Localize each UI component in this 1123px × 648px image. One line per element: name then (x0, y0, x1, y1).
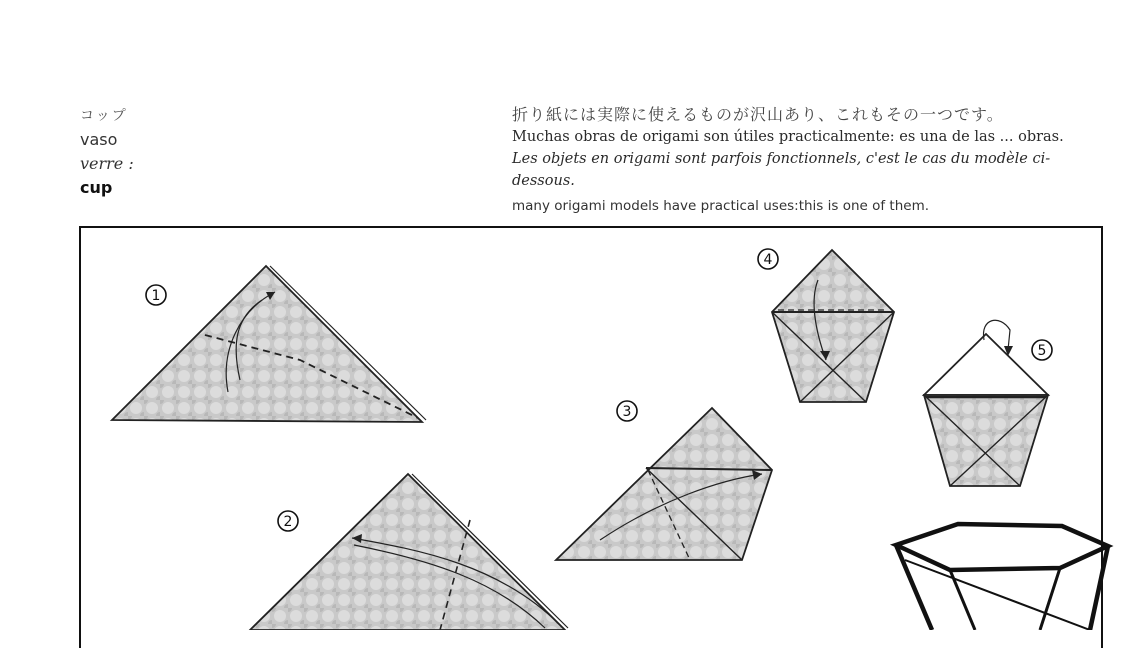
finished-cup-figure (896, 524, 1108, 630)
name-spanish: vaso (80, 130, 118, 149)
step-number-2-label: 2 (283, 514, 293, 530)
step-number-5 (1032, 340, 1052, 360)
step-2-figure (250, 474, 568, 630)
step-number-2 (278, 511, 298, 531)
name-english: cup (80, 178, 113, 197)
name-french: verre : (80, 154, 134, 173)
caption-english: many origami models have practical uses:this is one of them. (512, 198, 930, 214)
name-japanese: コップ (80, 108, 128, 124)
step-number-5-label: 5 (1037, 343, 1047, 359)
step-number-4-label: 4 (763, 252, 773, 268)
step-5-figure (924, 320, 1048, 486)
caption-spanish: Muchas obras de origami son útiles practicalmente: es una de las ... obras. (512, 129, 1064, 145)
step-number-1-label: 1 (151, 288, 161, 304)
caption-french: Les objets en origami sont parfois fonctionnels, c'est le cas du modèle ci-dessous. (512, 151, 1051, 189)
step-3-figure (556, 408, 772, 560)
step-number-4 (758, 249, 778, 269)
caption-japanese: 折り紙には実際に使えるものが沢山あり、これもその一つです。 (512, 105, 1004, 124)
step-4-figure (772, 250, 894, 402)
step-number-3 (617, 401, 637, 421)
step-number-3-label: 3 (622, 404, 632, 420)
step-number-1 (146, 285, 166, 305)
